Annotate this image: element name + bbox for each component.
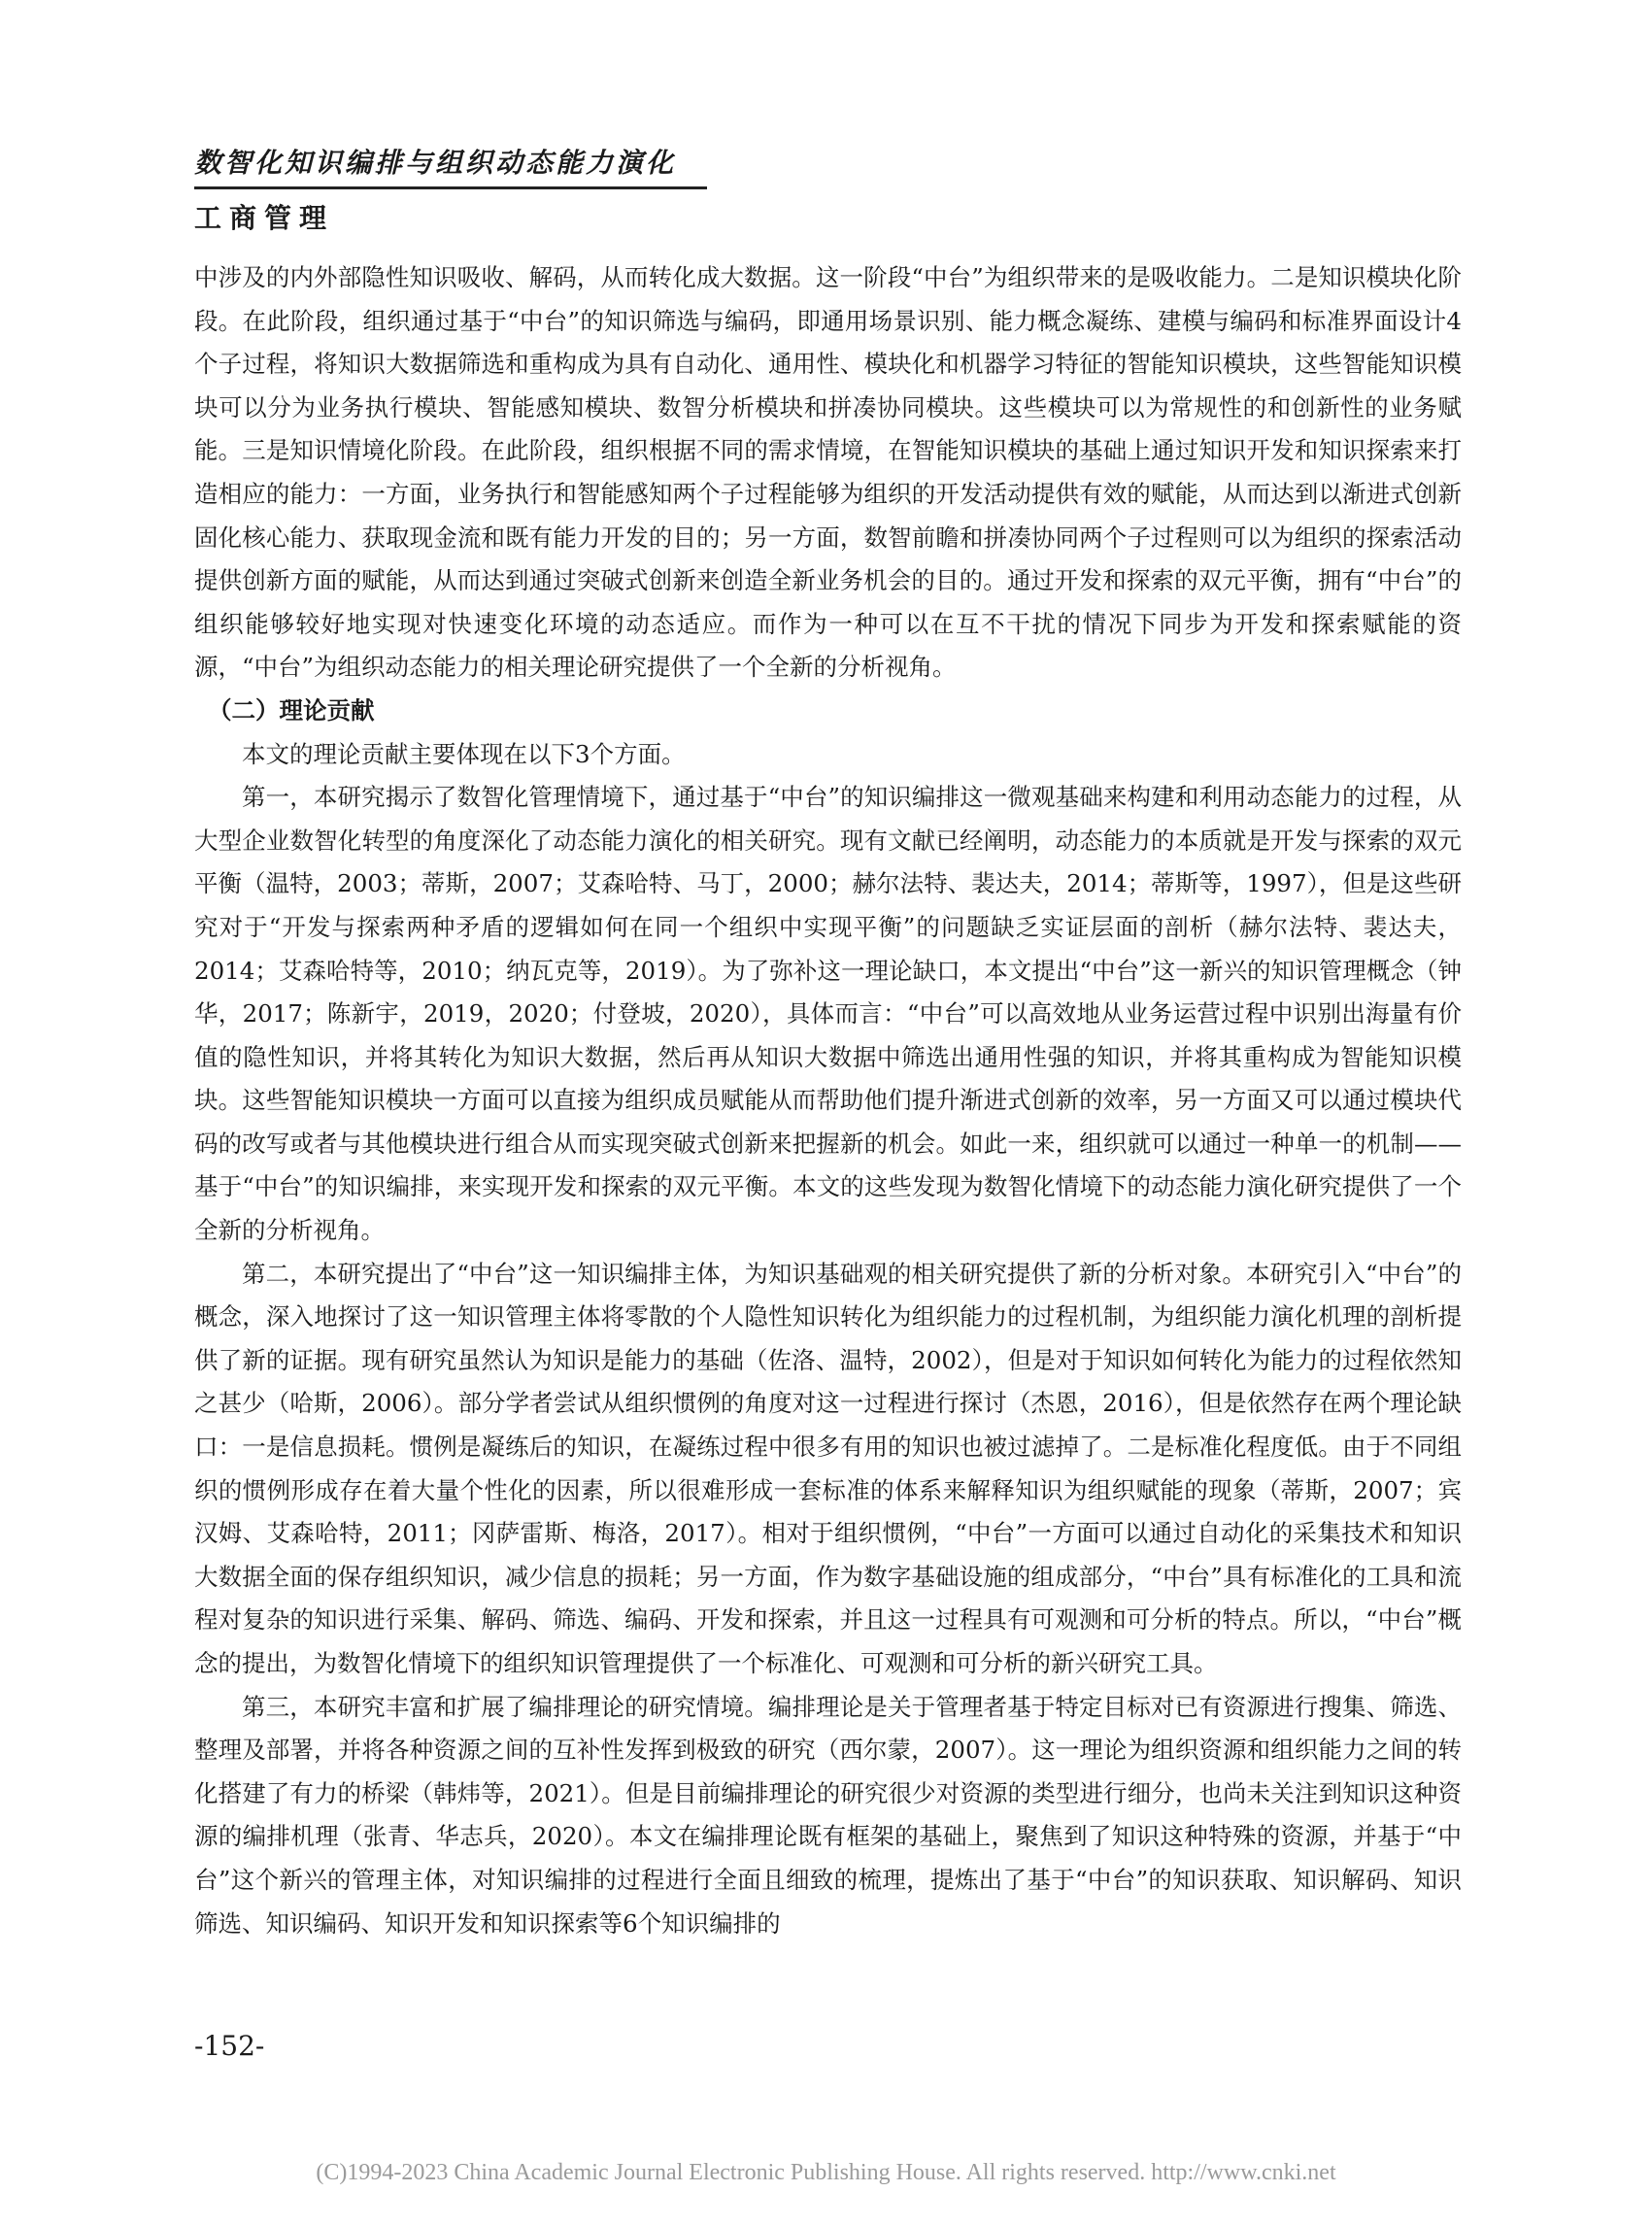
subsection-heading: （二）理论贡献 [208, 695, 375, 725]
paragraph: 本文的理论贡献主要体现在以下3个方面。 [242, 739, 686, 768]
page-number: -152- [194, 2030, 265, 2062]
section-label: 工商管理 [194, 202, 335, 234]
article-body [194, 256, 1462, 1945]
paragraph-continued: 中涉及的内外部隐性知识吸收、解码，从而转化成大数据。这一阶段“中台”为组织带来的是吸收能力。二是知识模块化阶段。在此阶段，组织通过基于“中台”的知识筛选与编码，即通用场景识别、能力概念凝练、建模与编码和标准界面设计4个子过程，将知识大数据筛选和重构成为具有自动化、通用性、模块化和机器学习特征的智能知识模块，这些智能知识模块可以分为业务执行模块、智能感知模块、数智分析模块和拼凑协同模块。这些模块可以为常规性的和创新性的业务赋能。三是知识情境化阶段。在此阶段，组织根据不同的需求情境，在智能知识模块的基础上通过知识开发和知识探索来打造相应的能力：一方面，业务执行和智能感知两个子过程能够为组织的开发活动提供有效的赋能，从而达到以渐进式创新固化核心能力、获取现金流和既有能力开发的目的；另一方面，数智前瞻和拼凑协同两个子过程则可以为组织的探索活动提供创新方面的赋能，从而达到通过突破式创新来创造全新业务机会的目的。通过开发和探索的双元平衡，拥有“中台”的组织能够较好地实现对快速变化环境的动态适应。而作为一种可以在互不干扰的情况下同步为开发和探索赋能的资源，“中台”为组织动态能力的相关理论研究提供了一个全新的分析视角。 [194, 263, 1462, 682]
journal-article-title: 数智化知识编排与组织动态能力演化 [194, 147, 677, 179]
running-header [194, 144, 719, 238]
paragraph: 第二，本研究提出了“中台”这一知识编排主体，为知识基础观的相关研究提供了新的分析对象。本研究引入“中台”的概念，深入地探讨了这一知识管理主体将零散的个人隐性知识转化为组织能力的过程机制，为组织能力演化机理的剖析提供了新的证据。现有研究虽然认为知识是能力的基础（佐洛、温特，2002），但是对于知识如何转化为能力的过程依然知之甚少（哈斯，2006）。部分学者尝试从组织惯例的角度对这一过程进行探讨（杰恩，2016），但是依然存在两个理论缺口：一是信息损耗。惯例是凝练后的知识，在凝练过程中很多有用的知识也被过滤掉了。二是标准化程度低。由于不同组织的惯例形成存在着大量个性化的因素，所以很难形成一套标准的体系来解释知识为组织赋能的现象（蒂斯，2007；宾汉姆、艾森哈特，2011；冈萨雷斯、梅洛，2017）。相对于组织惯例，“中台”一方面可以通过自动化的采集技术和知识大数据全面的保存组织知识，减少信息的损耗；另一方面，作为数字基础设施的组成部分，“中台”具有标准化的工具和流程对复杂的知识进行采集、解码、筛选、编码、开发和探索，并且这一过程具有可观测和可分析的特点。所以，“中台”概念的提出，为数智化情境下的组织知识管理提供了一个标准化、可观测和可分析的新兴研究工具。 [194, 1259, 1462, 1677]
paragraph: 第一，本研究揭示了数智化管理情境下，通过基于“中台”的知识编排这一微观基础来构建和利用动态能力的过程，从大型企业数智化转型的角度深化了动态能力演化的相关研究。现有文献已经阐明，动态能力的本质就是开发与探索的双元平衡（温特，2003；蒂斯，2007；艾森哈特、马丁，2000；赫尔法特、裴达夫，2014；蒂斯等，1997），但是这些研究对于“开发与探索两种矛盾的逻辑如何在同一个组织中实现平衡”的问题缺乏实证层面的剖析（赫尔法特、裴达夫，2014；艾森哈特等，2010；纳瓦克等，2019）。为了弥补这一理论缺口，本文提出“中台”这一新兴的知识管理概念（钟华，2017；陈新宇，2019，2020；付登坡，2020），具体而言：“中台”可以高效地从业务运营过程中识别出海量有价值的隐性知识，并将其转化为知识大数据，然后再从知识大数据中筛选出通用性强的知识，并将其重构成为智能知识模块。这些智能知识模块一方面可以直接为组织成员赋能从而帮助他们提升渐进式创新的效率，另一方面又可以通过模块代码的改写或者与其他模块进行组合从而实现突破式创新来把握新的机会。如此一来，组织就可以通过一种单一的机制——基于“中台”的知识编排，来实现开发和探索的双元平衡。本文的这些发现为数智化情境下的动态能力演化研究提供了一个全新的分析视角。 [194, 783, 1462, 1245]
header-rule [194, 186, 707, 189]
paragraph: 第三，本研究丰富和扩展了编排理论的研究情境。编排理论是关于管理者基于特定目标对已有资源进行搜集、筛选、整理及部署，并将各种资源之间的互补性发挥到极致的研究（西尔蒙，2007）。这一理论为组织资源和组织能力之间的转化搭建了有力的桥梁（韩炜等，2021）。但是目前编排理论的研究很少对资源的类型进行细分，也尚未关注到知识这种资源的编排机理（张青、华志兵，2020）。本文在编排理论既有框架的基础上，聚焦到了知识这种特殊的资源，并基于“中台”这个新兴的管理主体，对知识编排的过程进行全面且细致的梳理，提炼出了基于“中台”的知识获取、知识解码、知识筛选、知识编码、知识开发和知识探索等6个知识编排的 [194, 1692, 1462, 1938]
copyright-footer: (C)1994-2023 China Academic Journal Electronic Publishing House. All rights reserved. http://www.cnki.net [316, 2160, 1336, 2185]
